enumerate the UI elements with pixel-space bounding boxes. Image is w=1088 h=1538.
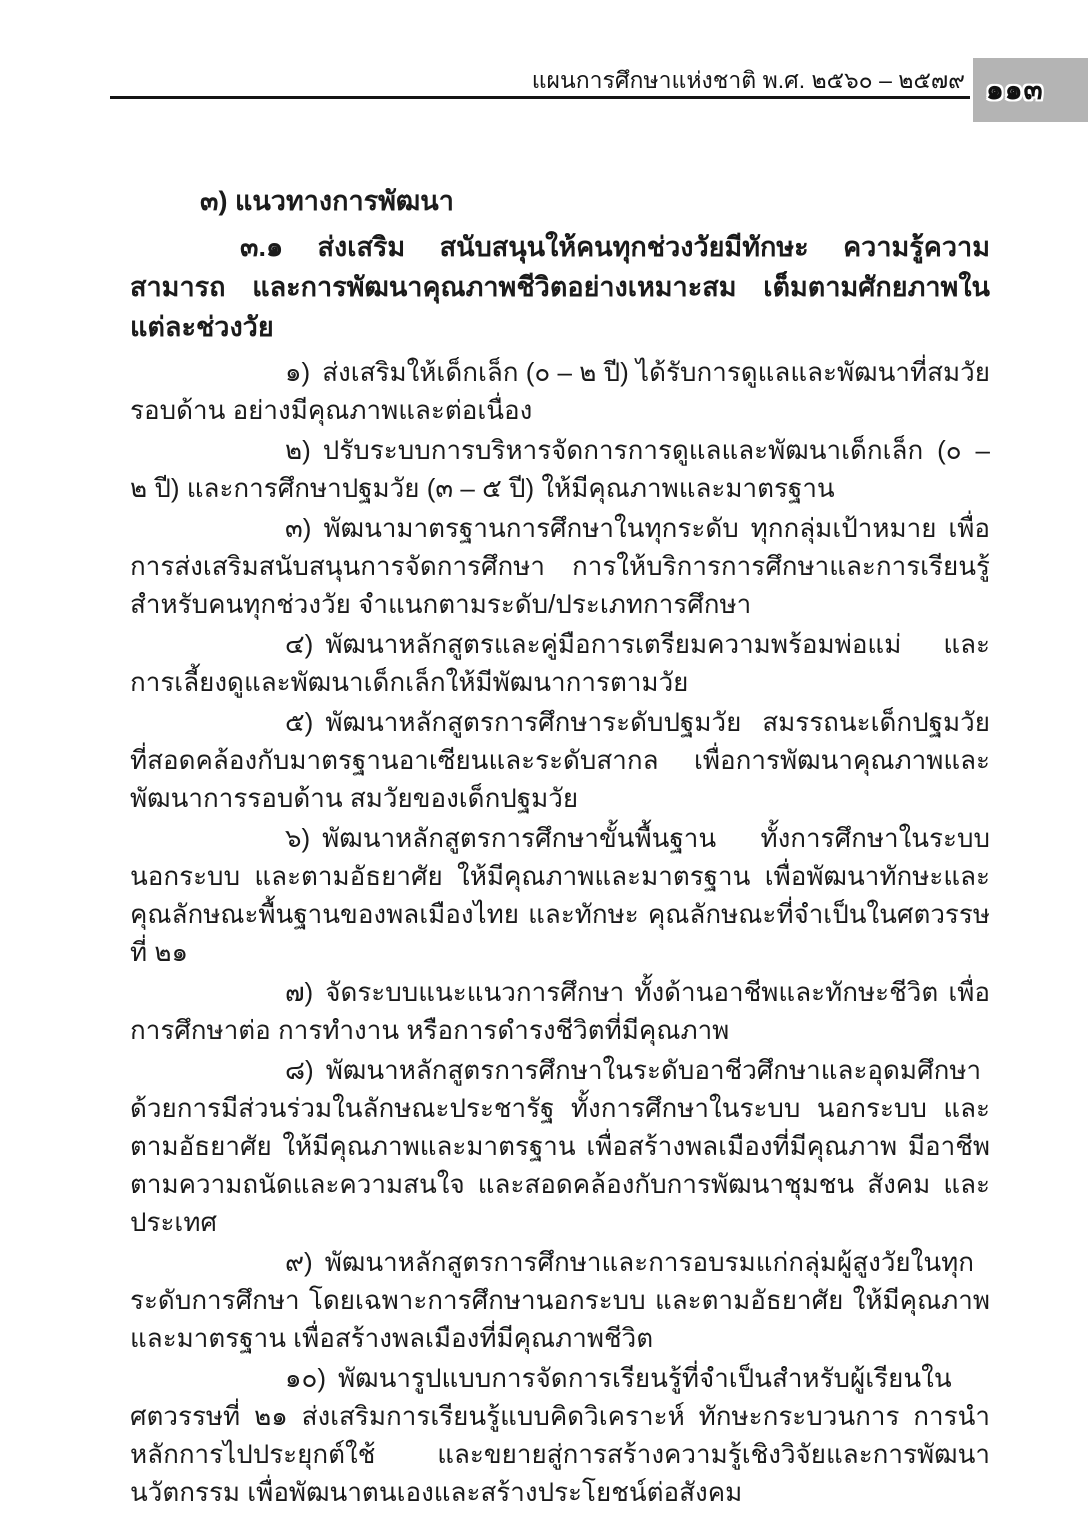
item-number: ๑๐) — [285, 1363, 327, 1393]
item-text: ปรับระบบการบริหารจัดการการดูแลและพัฒนาเด็กเล็ก (๐ – ๒ ปี) และการศึกษาปฐมวัย (๓ – ๕ ปี) ให้มีคุณภาพและมาตรฐาน — [130, 435, 990, 503]
subsection-heading: ๓.๑ ส่งเสริม สนับสนุนให้คนทุกช่วงวัยมีทักษะ ความรู้ความสามารถ และการพัฒนาคุณภาพชีวิตอย่างเหมาะสม เต็มตามศักยภาพในแต่ละช่วงวัย — [130, 232, 990, 342]
item-text: พัฒนาหลักสูตรการศึกษาขั้นพื้นฐาน ทั้งการศึกษาในระบบ นอกระบบ และตามอัธยาศัย ให้มีคุณภาพและมาตรฐาน เพื่อพัฒนาทักษะและคุณลักษณะพื้นฐานของพลเมืองไทย และทักษะ คุณลักษณะที่จำเป็นในศตวรรษที่ ๒๑ — [130, 823, 990, 967]
item-text: จัดระบบแนะแนวการศึกษา ทั้งด้านอาชีพและทักษะชีวิต เพื่อการศึกษาต่อ การทำงาน หรือการดำรงชีวิตที่มีคุณภาพ — [130, 977, 990, 1045]
page-number: ๑๑๓ — [986, 74, 1044, 105]
item-number: ๑) — [285, 357, 311, 387]
list-item-1 — [130, 353, 990, 429]
item-text: พัฒนาหลักสูตรการศึกษาและการอบรมแก่กลุ่มผู้สูงวัยในทุกระดับการศึกษา โดยเฉพาะการศึกษานอกระบบ และตามอัธยาศัย ให้มีคุณภาพและมาตรฐาน เพื่อสร้างพลเมืองที่มีคุณภาพชีวิต — [130, 1247, 990, 1353]
list-item-10 — [130, 1359, 990, 1511]
item-text: พัฒนาหลักสูตรและคู่มือการเตรียมความพร้อมพ่อแม่ และการเลี้ยงดูและพัฒนาเด็กเล็กให้มีพัฒนาการตามวัย — [130, 629, 990, 697]
item-text: ส่งเสริมให้เด็กเล็ก (๐ – ๒ ปี) ได้รับการดูแลและพัฒนาที่สมวัย รอบด้าน อย่างมีคุณภาพและต่อเนื่อง — [130, 357, 990, 425]
item-number: ๗) — [285, 977, 314, 1007]
item-number: ๔) — [285, 629, 314, 659]
section-heading: ๓) แนวทางการพัฒนา — [200, 186, 454, 216]
item-number: ๖) — [285, 823, 311, 853]
item-number: ๘) — [285, 1055, 314, 1085]
list-item-9 — [130, 1243, 990, 1357]
item-text: พัฒนาหลักสูตรการศึกษาระดับปฐมวัย สมรรถนะเด็กปฐมวัยที่สอดคล้องกับมาตรฐานอาเซียนและระดับสากล เพื่อการพัฒนาคุณภาพและพัฒนาการรอบด้าน สมวัยของเด็กปฐมวัย — [130, 707, 990, 813]
list-item-6 — [130, 819, 990, 971]
item-text: พัฒนามาตรฐานการศึกษาในทุกระดับ ทุกกลุ่มเป้าหมาย เพื่อการส่งเสริมสนับสนุนการจัดการศึกษา การให้บริการการศึกษาและการเรียนรู้สำหรับคนทุกช่วงวัย จำแนกตามระดับ/ประเภทการศึกษา — [130, 513, 990, 619]
running-head-title: แผนการศึกษาแห่งชาติ พ.ศ. ๒๕๖๐ – ๒๕๗๙ — [531, 67, 965, 93]
page-number-badge — [973, 58, 1088, 122]
list-item-2 — [130, 431, 990, 507]
list-item-4 — [130, 625, 990, 701]
item-number: ๒) — [285, 435, 311, 465]
header-rule — [110, 96, 970, 99]
item-number: ๓) — [285, 513, 312, 543]
document-body — [130, 180, 990, 1513]
list-item-7 — [130, 973, 990, 1049]
list-item-3 — [130, 509, 990, 623]
list-item-8 — [130, 1051, 990, 1241]
item-text: พัฒนาหลักสูตรการศึกษาในระดับอาชีวศึกษาและอุดมศึกษา ด้วยการมีส่วนร่วมในลักษณะประชารัฐ ทั้งการศึกษาในระบบ นอกระบบ และตามอัธยาศัย ให้มีคุณภาพและมาตรฐาน เพื่อสร้างพลเมืองที่มีคุณภาพ มีอาชีพตามความถนัดและความสนใจ และสอดคล้องกับการพัฒนาชุมชน สังคม และประเทศ — [130, 1055, 990, 1237]
item-number: ๙) — [285, 1247, 313, 1277]
list-item-5 — [130, 703, 990, 817]
item-number: ๕) — [285, 707, 314, 737]
item-text: พัฒนารูปแบบการจัดการเรียนรู้ที่จำเป็นสำหรับผู้เรียนในศตวรรษที่ ๒๑ ส่งเสริมการเรียนรู้แบบคิดวิเคราะห์ ทักษะกระบวนการ การนำหลักการไปประยุกต์ใช้ และขยายสู่การสร้างความรู้เชิงวิจัยและการพัฒนานวัตกรรม เพื่อพัฒนาตนเองและสร้างประโยชน์ต่อสังคม — [130, 1363, 990, 1507]
